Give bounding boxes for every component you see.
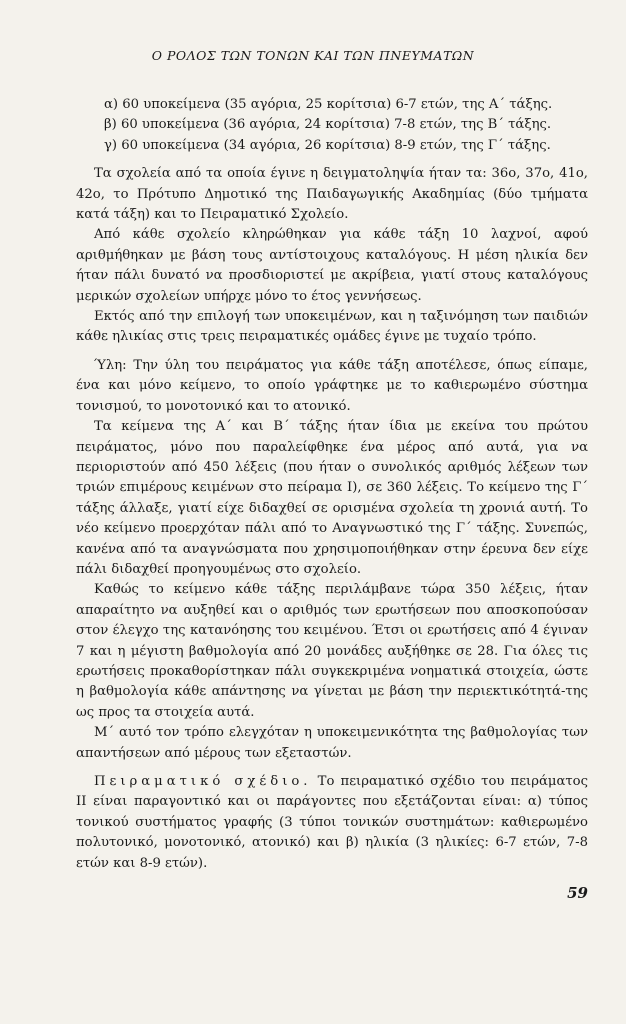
design-heading: Πειραματικό σχέδιο. [94, 774, 312, 789]
sample-list-item: α) 60 υποκείμενα (35 αγόρια, 25 κορίτσια) 6-7 ετών, της Α΄ τάξης. [104, 97, 553, 112]
design-text: Το πειραματικό σχέδιο του πειράματος ΙΙ είναι παραγοντικό και οι παράγοντες που εξετάζονται είναι: α) τύπος τονικού συστήματος γραφής (3 τύποι τονικών συστημάτων: καθιερωμένο πολυτονικό, μονοτονικό, ατονικό) και β) ηλικία (3 ηλικίες: 6-7 ετών, 7-8 ετών και 8-9 ετών). [76, 774, 588, 871]
main-text [76, 95, 588, 874]
running-header: Ο ΡΟΛΟΣ ΤΩΝ ΤΟΝΩΝ ΚΑΙ ΤΩΝ ΠΝΕΥΜΑΤΩΝ [151, 48, 475, 63]
paragraph-questions: Καθώς το κείμενο κάθε τάξης περιλάμβανε τώρα 350 λέξεις, ήταν απαραίτητο να αυξηθεί και ο αριθμός των ερωτήσεων που αποσκοπούσαν στον έλεγχο της κατανόησης του κειμένου. Έτσι οι ερωτήσεις από 4 έγιναν 7 και η μέγιστη βαθμολογία από 20 μονάδες αυξήθηκε σε 28. Για όλες τις ερωτήσεις προκαθορίστηκαν πάλι συγκεκριμένα νοηματικά στοιχεία, ώστε η βαθμολογία κάθε απάντησης να γίνεται με βάση την περιεκτικότητά-της ως προς τα στοιχεία αυτά. [76, 582, 588, 720]
paragraph-material: Ύλη: Την ύλη του πειράματος για κάθε τάξη αποτέλεσε, όπως είπαμε, ένα και μόνο κείμενο, το οποίο γράφτηκε με το καθιερωμένο σύστημα τονισμού, το μονοτονικό και το ατονικό. [76, 357, 588, 414]
paragraph-lottery: Από κάθε σχολείο κληρώθηκαν για κάθε τάξη 10 λαχνοί, αφού αριθμήθηκαν με βάση τους αντίστοιχους καταλόγους. Η μέση ηλικία δεν ήταν πάλι δυνατό να προσδιοριστεί με ακρίβεια, γιατί στους καταλόγους μερικών σχολείων υπήρχε μόνο το έτος γεννήσεως. [76, 227, 588, 304]
sample-list-item: γ) 60 υποκείμενα (34 αγόρια, 26 κορίτσια) 8-9 ετών, της Γ΄ τάξης. [104, 137, 551, 153]
paragraph-design [76, 772, 588, 874]
sample-list-item: β) 60 υποκείμενα (36 αγόρια, 24 κορίτσια) 7-8 ετών, της Β΄ τάξης. [104, 117, 552, 133]
paragraph-texts: Τα κείμενα της Α΄ και Β΄ τάξης ήταν ίδια με εκείνα του πρώτου πειράματος, μόνο που παραλείφθηκε ένα μέρος από αυτά, για να περιοριστούν από 450 λέξεις (που ήταν ο συνολικός αριθμός λέξεων των τριών επιμέρους κειμένων στο πείραμα Ι), σε 360 λέξεις. Το κείμενο της Γ΄ τάξης άλλαξε, γιατί είχε διδαχθεί σε ορισμένα σχολεία τη χρονιά αυτή. Το νέο κείμενο προερχόταν πάλι από το Αναγνωστικό της Γ΄ τάξης. Συνεπώς, κανένα από τα αναγνώσματα που χρησιμοποιήθηκαν στην έρευνα δεν είχε πάλι διδαχθεί προηγουμένως στο σχολείο. [76, 419, 588, 577]
paragraph-grouping: Εκτός από την επιλογή των υποκειμένων, και η ταξινόμηση των παιδιών κάθε ηλικίας στις τρεις πειραματικές ομάδες έγινε με τυχαίο τρόπο. [76, 309, 588, 345]
paragraph-schools: Τα σχολεία από τα οποία έγινε η δειγματοληψία ήταν τα: 36ο, 37ο, 41ο, 42ο, το Πρότυπο Δημοτικό της Παιδαγωγικής Ακαδημίας (δύο τμήματα κατά τάξη) και το Πειραματικό Σχολείο. [76, 166, 588, 223]
paragraph-subjectivity: Μ΄ αυτό τον τρόπο ελεγχόταν η υποκειμενικότητα της βαθμολογίας των απαντήσεων από μέρους των εξεταστών. [76, 725, 588, 761]
page-number: 59 [567, 884, 588, 902]
